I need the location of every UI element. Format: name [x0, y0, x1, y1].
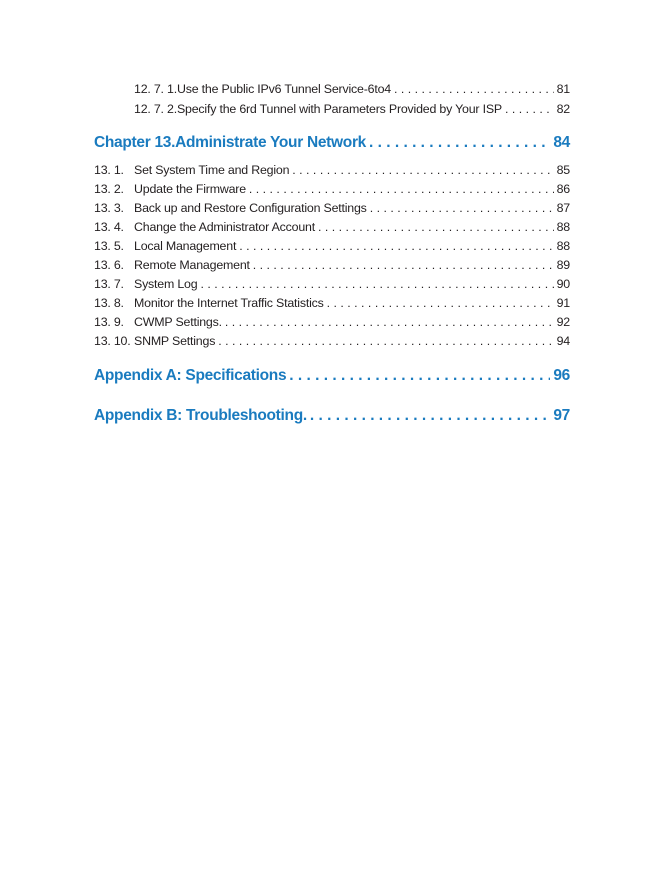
dot-leader: [253, 257, 554, 273]
appendix-title: Appendix A: Specifications: [94, 367, 287, 384]
toc-entry-number: 13. 1.: [94, 163, 124, 177]
toc-chapter-13[interactable]: [94, 133, 570, 153]
toc-entry-number: 13. 10.: [94, 334, 131, 348]
chapter-title: Chapter 13.Administrate Your Network: [94, 134, 366, 151]
toc-entry-title: Remote Management: [134, 258, 250, 272]
toc-entry-title: System Log: [134, 277, 198, 291]
toc-entry-page: 92: [556, 315, 570, 329]
toc-entry-12-7-2[interactable]: [134, 101, 570, 117]
toc-entry-13-3[interactable]: [94, 200, 570, 216]
toc-entry-13-10[interactable]: [94, 333, 570, 349]
dot-leader: [369, 133, 550, 153]
toc-entry-page: 88: [556, 239, 570, 253]
dot-leader: [318, 219, 554, 235]
toc-entry-number: 13. 4.: [94, 220, 124, 234]
dot-leader: [225, 314, 554, 330]
dot-leader: [327, 295, 554, 311]
toc-entry-number: 13. 6.: [94, 258, 124, 272]
toc-entry-number: 13. 8.: [94, 296, 124, 310]
toc-entry-12-7-1[interactable]: [134, 81, 570, 97]
toc-entry-page: 81: [556, 82, 570, 96]
toc-entry-page: 89: [556, 258, 570, 272]
dot-leader: [292, 162, 553, 178]
toc-appendix-a[interactable]: [94, 366, 570, 386]
toc-entry-page: 90: [556, 277, 570, 291]
appendix-page: 97: [553, 407, 570, 424]
dot-leader: [505, 101, 554, 117]
dot-leader: [239, 238, 553, 254]
toc-entry-13-9[interactable]: [94, 314, 570, 330]
toc-entry-page: 94: [556, 334, 570, 348]
toc-entry-title: Local Management: [134, 239, 237, 253]
toc-entry-title: Set System Time and Region: [134, 163, 290, 177]
toc-entry-number: 13. 9.: [94, 315, 124, 329]
toc-entry-title: Change the Administrator Account: [134, 220, 315, 234]
toc-entry-page: 88: [556, 220, 570, 234]
toc-entry-page: 87: [556, 201, 570, 215]
toc-entry-title: Update the Firmware: [134, 182, 246, 196]
toc-entry-page: 82: [556, 102, 570, 116]
toc-entry-title: 12. 7. 2.Specify the 6rd Tunnel with Parameters Provided by Your ISP: [134, 102, 502, 116]
toc-entry-page: 85: [556, 163, 570, 177]
dot-leader: [310, 406, 550, 426]
toc-entry-13-6[interactable]: [94, 257, 570, 273]
toc-entry-page: 86: [556, 182, 570, 196]
toc-entry-title: 12. 7. 1.Use the Public IPv6 Tunnel Service-6to4: [134, 82, 391, 96]
toc-appendix-b[interactable]: [94, 406, 570, 426]
appendix-title: Appendix B: Troubleshooting.: [94, 407, 307, 424]
dot-leader: [394, 81, 554, 97]
dot-leader: [370, 200, 554, 216]
dot-leader: [289, 366, 550, 386]
toc-entry-number: 13. 3.: [94, 201, 124, 215]
toc-entry-number: 13. 2.: [94, 182, 124, 196]
toc-entry-13-1[interactable]: [94, 162, 570, 178]
toc-entry-number: 13. 7.: [94, 277, 124, 291]
toc-entry-page: 91: [556, 296, 570, 310]
toc-entry-title: CWMP Settings.: [134, 315, 222, 329]
toc-entry-number: 13. 5.: [94, 239, 124, 253]
toc-entry-13-2[interactable]: [94, 181, 570, 197]
dot-leader: [200, 276, 553, 292]
toc-entry-13-8[interactable]: [94, 295, 570, 311]
toc-entry-title: Back up and Restore Configuration Settings: [134, 201, 367, 215]
chapter-page: 84: [553, 134, 570, 151]
toc-entry-13-5[interactable]: [94, 238, 570, 254]
dot-leader: [249, 181, 554, 197]
appendix-page: 96: [553, 367, 570, 384]
toc-entry-13-4[interactable]: [94, 219, 570, 235]
toc-entry-title: SNMP Settings: [134, 334, 216, 348]
toc-entry-13-7[interactable]: [94, 276, 570, 292]
dot-leader: [218, 333, 553, 349]
toc-entry-title: Monitor the Internet Traffic Statistics: [134, 296, 324, 310]
